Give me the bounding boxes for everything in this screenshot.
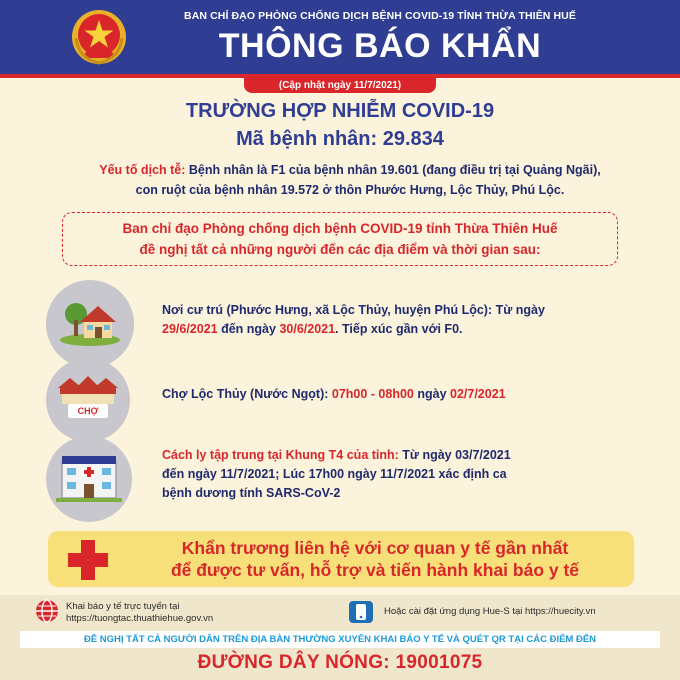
- national-emblem-icon: [70, 8, 128, 66]
- notice-line1: Ban chỉ đạo Phòng chống dịch bệnh COVID-19 tỉnh Thừa Thiên Huế: [122, 221, 558, 236]
- online-declaration-label: Khai báo y tế trực tuyến tại: [66, 601, 180, 612]
- headline: THÔNG BÁO KHẨN: [218, 27, 542, 65]
- location-residence-text: [162, 301, 642, 339]
- residence-date-start: 29/6/2021: [162, 322, 218, 336]
- epidemiology-line2: con ruột của bệnh nhân 19.572 ở thôn Phước Hưng, Lộc Thủy, Phú Lộc.: [135, 183, 565, 197]
- phone-app-icon: [348, 600, 374, 624]
- market-desc: Chợ Lộc Thủy (Nước Ngọt):: [162, 387, 332, 401]
- patient-id: Mã bệnh nhân: 29.834: [236, 128, 444, 150]
- quarantine-place: Cách ly tập trung tại Khung T4 của tỉnh:: [162, 448, 399, 462]
- market-icon: [46, 358, 130, 442]
- residence-to: đến ngày: [217, 322, 280, 336]
- qr-scan-banner: ĐỀ NGHỊ TẤT CẢ NGƯỜI DÂN TRÊN ĐỊA BÀN THƯỜNG XUYÊN KHAI BÁO Y TẾ VÀ QUÉT QR TẠI CÁC ĐIỂM ĐẾN: [20, 631, 660, 648]
- online-declaration-link[interactable]: https://tuongtac.thuathiehue.gov.vn: [66, 613, 214, 624]
- location-quarantine-text: [162, 446, 642, 503]
- market-label: CHỢ: [77, 406, 99, 416]
- notice-box: [62, 212, 618, 266]
- quarantine-result: bệnh dương tính SARS-CoV-2: [162, 486, 341, 500]
- cta-line1: Khẩn trương liên hệ với cơ quan y tế gần nhất: [181, 538, 569, 558]
- residence-date-end: 30/6/2021: [279, 322, 336, 336]
- epidemiology-line1: Bệnh nhân là F1 của bệnh nhân 19.601 (đang điều trị tại Quảng Ngãi),: [185, 163, 601, 177]
- location-market-text: [162, 385, 642, 404]
- case-title: TRƯỜNG HỢP NHIỄM COVID-19: [185, 100, 495, 122]
- app-install-text[interactable]: Hoặc cài đặt ứng dụng Hue-S tại https://huecity.vn: [384, 606, 596, 617]
- globe-icon: [34, 598, 60, 624]
- residence-contact: . Tiếp xúc gần với F0.: [335, 322, 463, 336]
- hospital-icon: [46, 436, 132, 522]
- epidemiology-text: [40, 160, 660, 200]
- online-declaration: [66, 601, 306, 625]
- quarantine-from: Từ ngày 03/7/2021: [398, 448, 511, 462]
- epidemiology-label: Yếu tố dịch tễ:: [99, 163, 186, 177]
- quarantine-to: đến ngày 11/7/2021; Lúc 17h00 ngày 11/7/2021 xác định ca: [162, 467, 507, 481]
- notice-line2: đề nghị tất cả những người đến các địa điểm và thời gian sau:: [139, 242, 541, 257]
- organization-name: BAN CHỈ ĐẠO PHÒNG CHỐNG DỊCH BỆNH COVID-19 TỈNH THỪA THIÊN HUẾ: [184, 10, 576, 22]
- medical-cross-icon: [66, 538, 110, 582]
- market-day-label: ngày: [413, 387, 450, 401]
- hotline[interactable]: ĐƯỜNG DÂY NÓNG: 19001075: [197, 652, 483, 673]
- market-date: 02/7/2021: [450, 387, 506, 401]
- residence-desc: Nơi cư trú (Phước Hưng, xã Lộc Thủy, huyện Phú Lộc): Từ ngày: [162, 303, 545, 317]
- cta-text: [120, 537, 630, 581]
- cta-line2: để được tư vấn, hỗ trợ và tiến hành khai báo y tế: [170, 560, 580, 580]
- house-icon: [46, 280, 134, 368]
- market-time: 07h00 - 08h00: [331, 387, 414, 401]
- update-date: (Cập nhật ngày 11/7/2021): [244, 78, 436, 93]
